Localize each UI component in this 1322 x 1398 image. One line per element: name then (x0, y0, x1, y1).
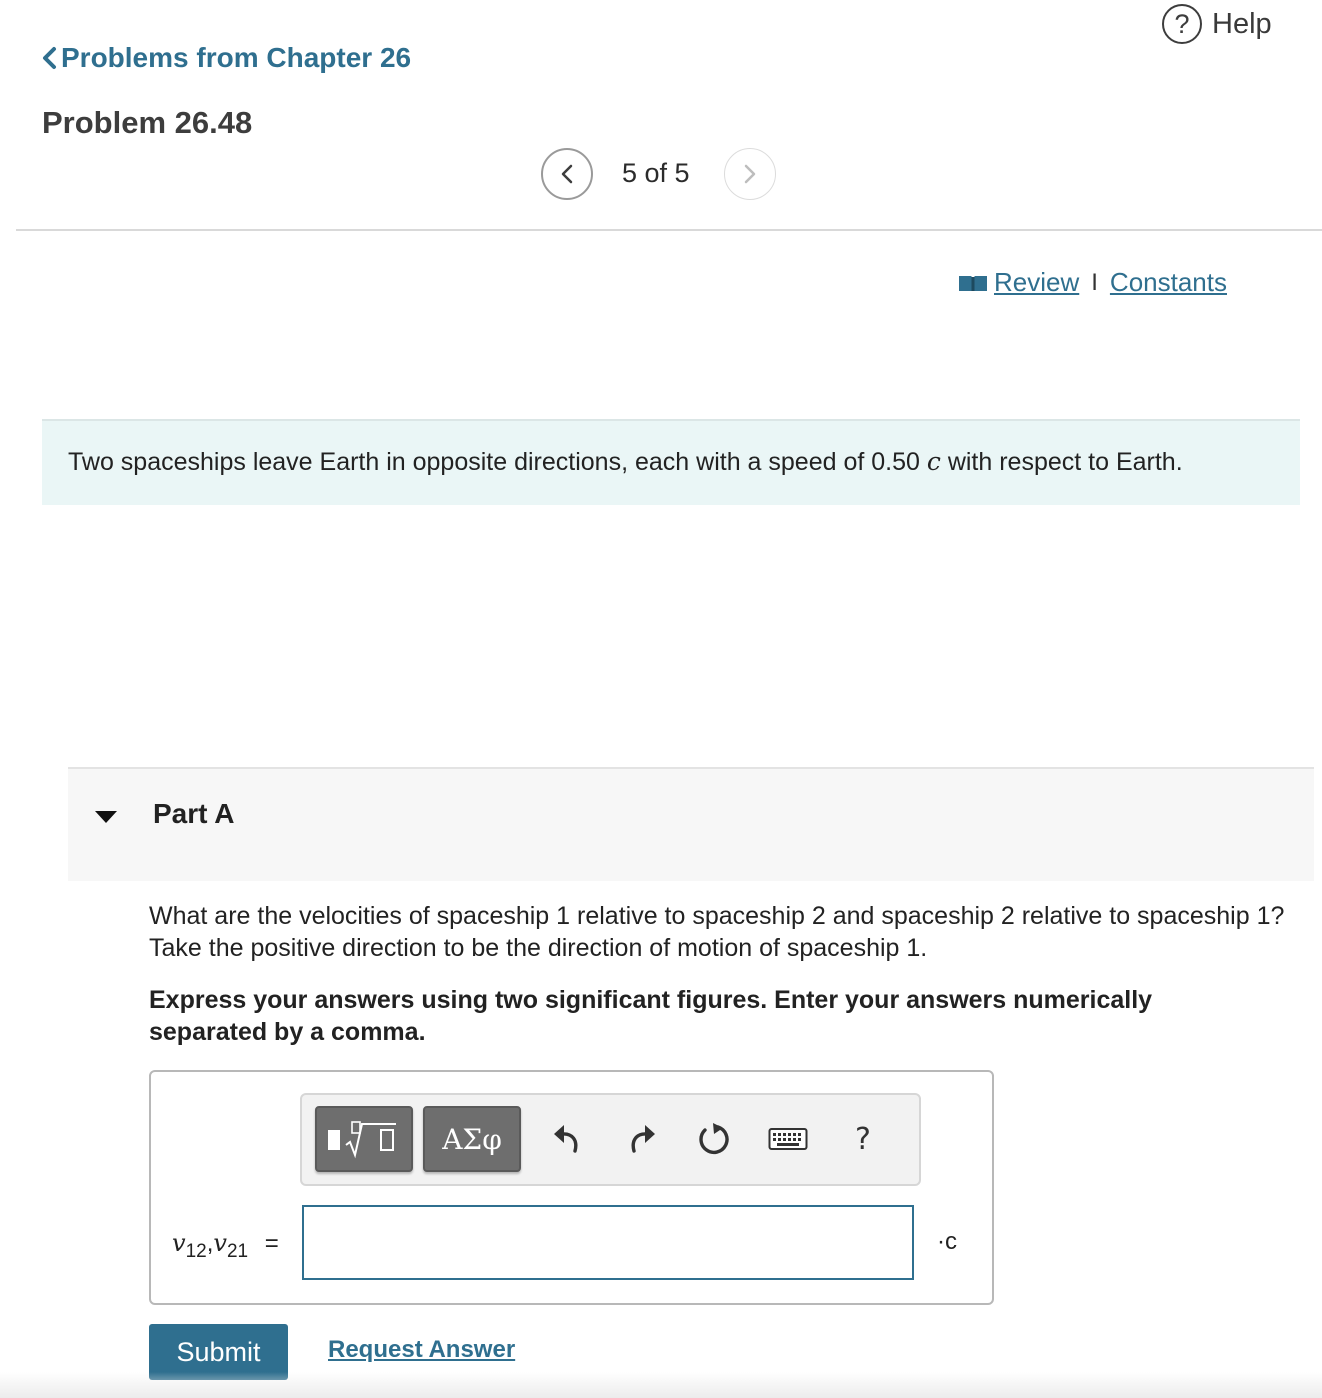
chevron-left-icon (557, 162, 577, 186)
greek-symbols-button[interactable]: ΑΣφ (423, 1106, 521, 1172)
undo-icon[interactable] (547, 1119, 587, 1159)
next-problem-button[interactable] (724, 148, 776, 200)
request-answer-link[interactable]: Request Answer (328, 1336, 516, 1363)
caret-down-icon[interactable] (94, 809, 118, 825)
velocity-symbol: v (172, 1229, 186, 1257)
velocity-subscript: 12 (185, 1240, 207, 1262)
intro-text-part: with respect to Earth. (940, 448, 1183, 476)
answer-unit: ·c (937, 1228, 957, 1255)
reset-icon[interactable] (694, 1119, 734, 1159)
answer-input[interactable] (302, 1205, 914, 1280)
help-link[interactable] (1162, 2, 1272, 46)
intro-text (68, 447, 1183, 477)
velocity-symbol: v (213, 1229, 227, 1257)
problem-title: Problem 26.48 (42, 105, 253, 140)
velocity-subscript: 21 (226, 1240, 249, 1262)
page-indicator: 5 of 5 (622, 158, 690, 188)
previous-problem-button[interactable] (541, 148, 593, 200)
math-toolbar (300, 1093, 921, 1186)
part-a-header[interactable] (68, 767, 1314, 881)
book-icon (958, 272, 988, 294)
help-label: Help (1212, 7, 1272, 40)
variable-comma: , (206, 1230, 214, 1257)
speed-of-light-symbol: c (926, 447, 941, 476)
keyboard-icon[interactable] (768, 1119, 808, 1159)
header-divider (16, 229, 1322, 231)
answer-variable-label (172, 1229, 279, 1263)
chevron-right-icon (740, 162, 760, 186)
equals-sign: = (264, 1230, 279, 1257)
redo-icon[interactable] (622, 1119, 662, 1159)
page-bottom-shadow (0, 1372, 1322, 1398)
constants-link[interactable]: Constants (1109, 267, 1227, 297)
problem-intro (42, 419, 1300, 505)
help-circle-icon: ? (1162, 4, 1202, 44)
back-to-chapter-link[interactable] (40, 42, 411, 74)
submit-button[interactable]: Submit (149, 1324, 288, 1380)
back-link-label: Problems from Chapter 26 (61, 42, 412, 73)
templates-button[interactable] (315, 1106, 413, 1172)
link-separator: I (1091, 268, 1098, 296)
part-title: Part A (153, 798, 235, 829)
templates-icon (324, 1117, 404, 1161)
resources-links (958, 267, 1227, 298)
chevron-left-icon (40, 46, 58, 70)
review-link[interactable]: Review (994, 267, 1080, 297)
question-text: What are the velocities of spaceship 1 relative to spaceship 2 and spaceship 2 relative to spaceship 1? Take the positive direction to be the direction of motion of spaceship 1. (149, 902, 1285, 962)
intro-text-part: Two spaceships leave Earth in opposite directions, each with a speed of 0.50 (68, 448, 927, 476)
math-help-button[interactable]: ? (855, 1121, 871, 1157)
instruction-text: Express your answers using two significant figures. Enter your answers numerically separated by a comma. (149, 986, 1153, 1046)
